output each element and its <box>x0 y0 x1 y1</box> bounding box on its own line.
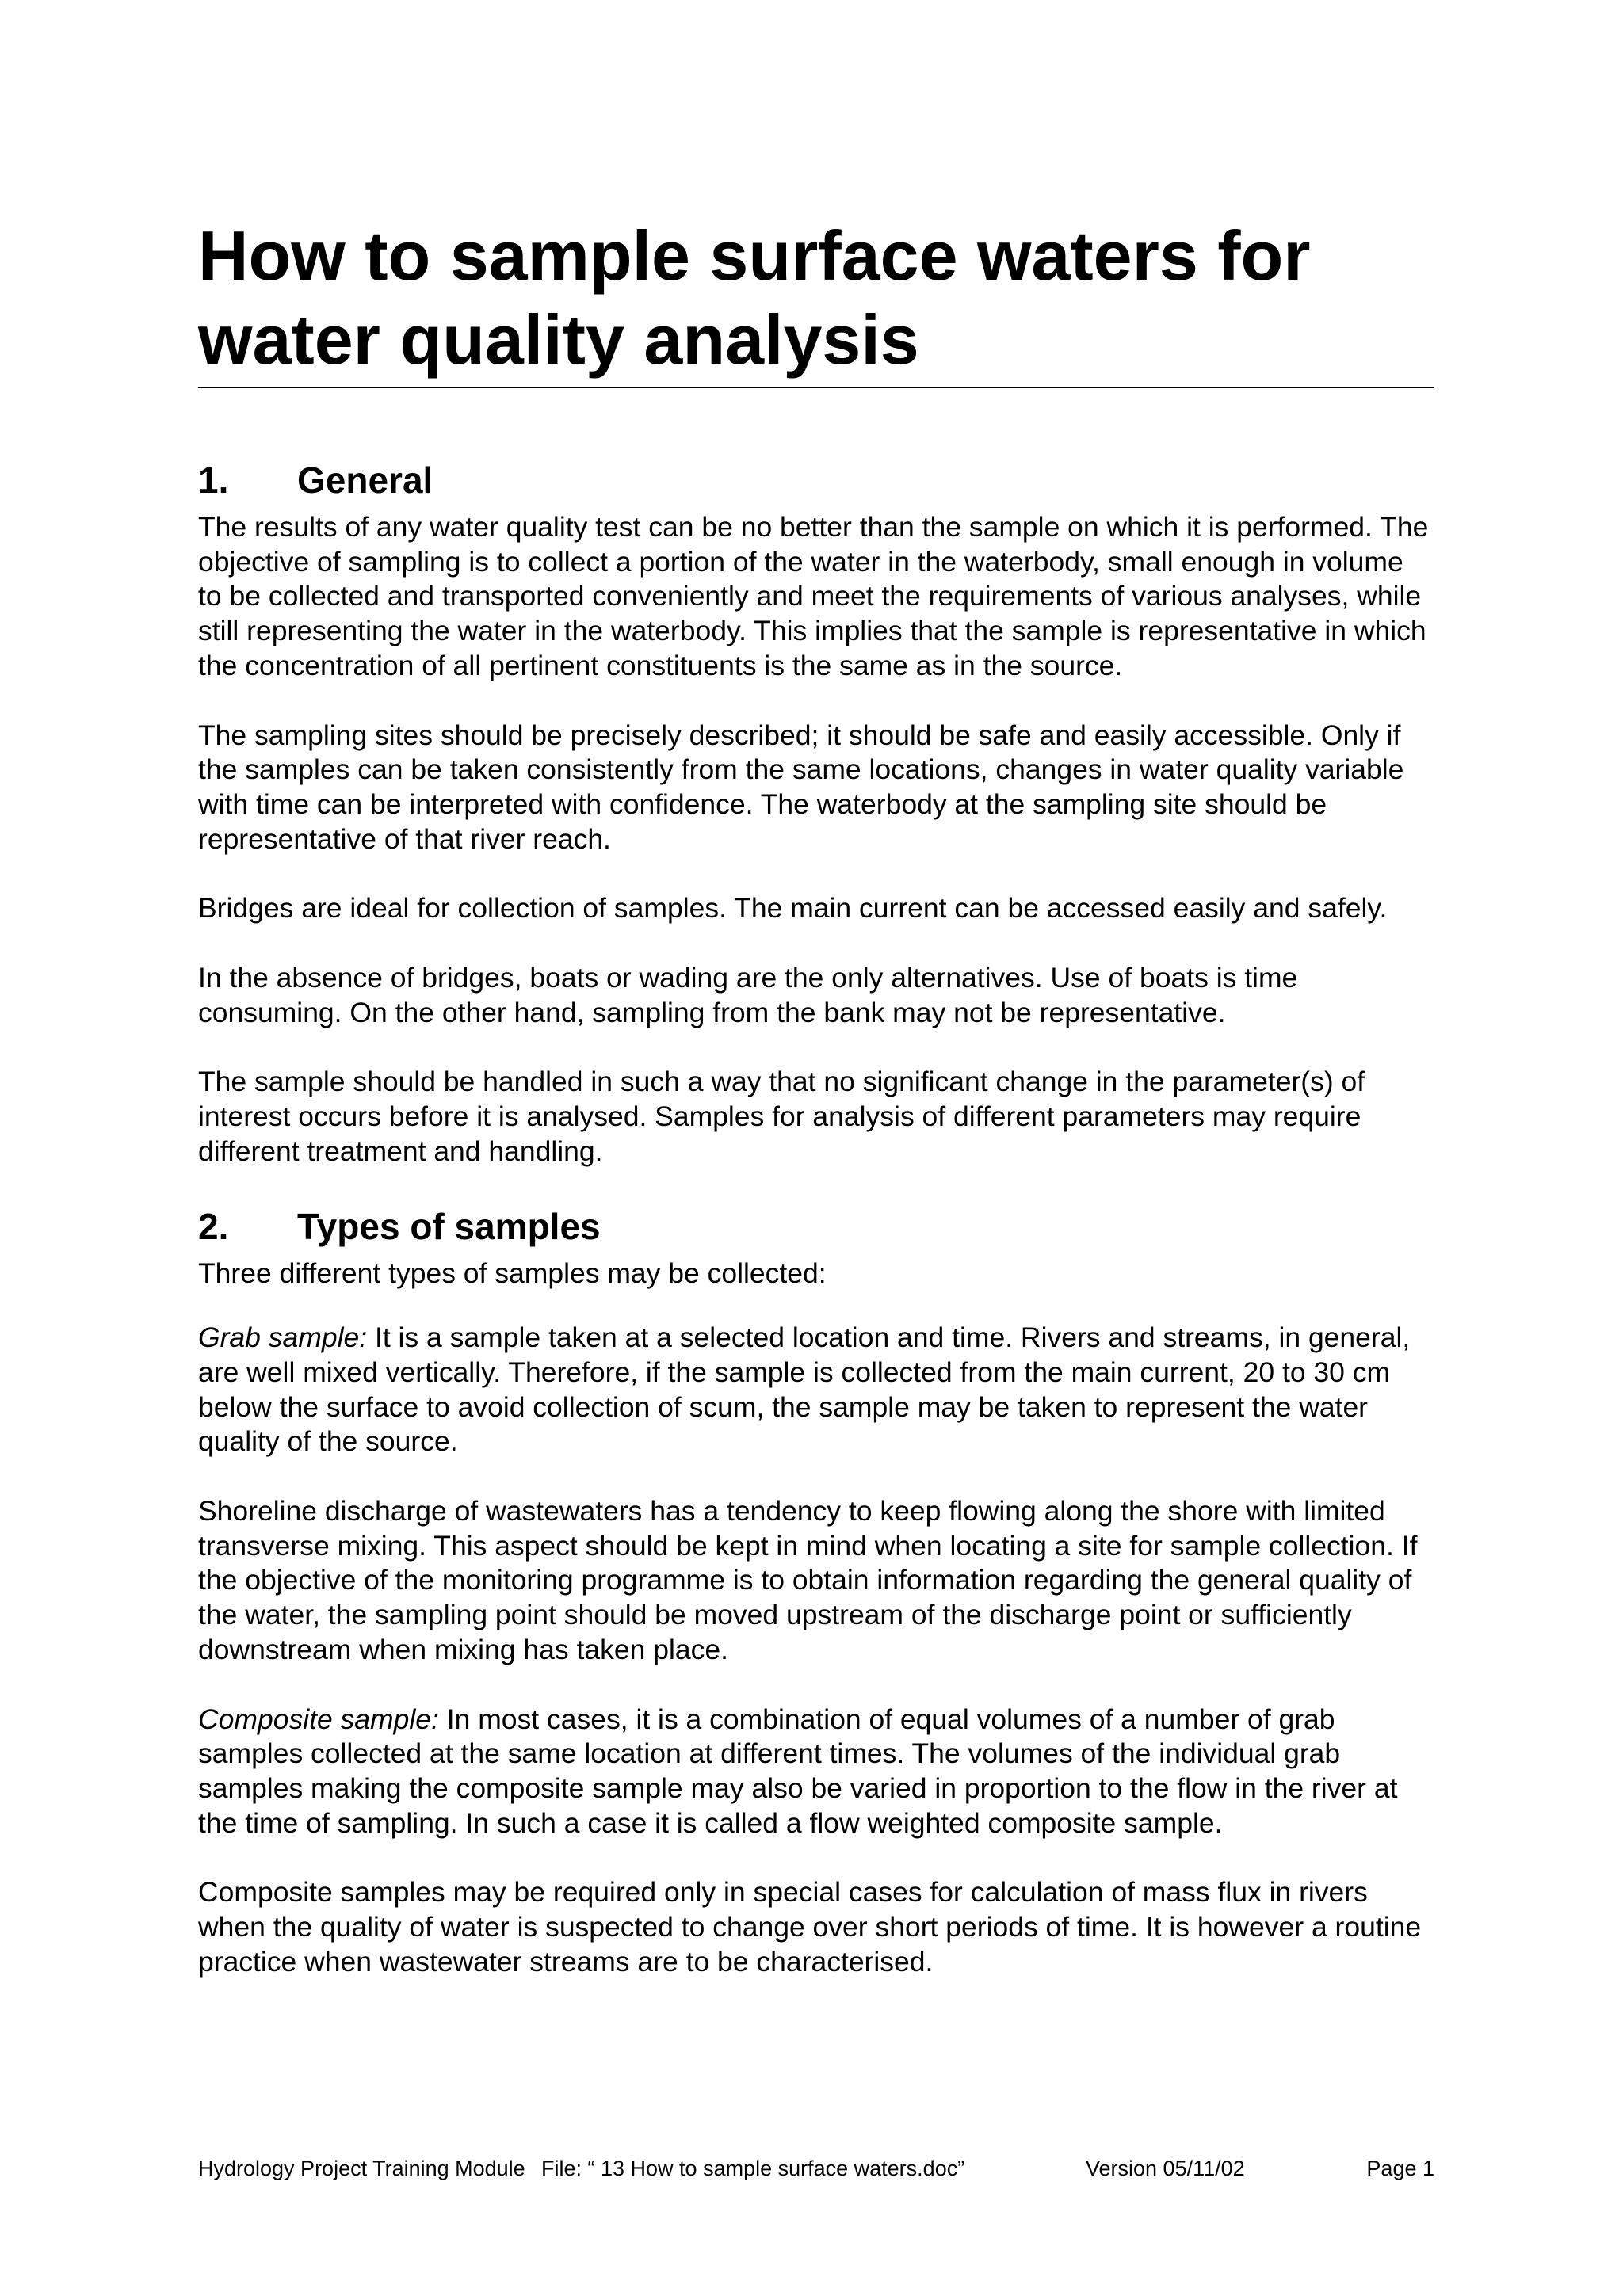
paragraph-general-3: Bridges are ideal for collection of samples. The main current can be accessed easily and safely. <box>198 892 1388 925</box>
footer-version: Version 05/11/02 <box>1086 2157 1245 2180</box>
paragraph-types-intro: Three different types of samples may be collected: <box>198 1257 827 1289</box>
section-number: 1. <box>198 460 229 501</box>
paragraph-grab-sample <box>198 1321 1434 1459</box>
footer-module: Hydrology Project Training Module <box>198 2157 525 2180</box>
paragraph-composite-sample <box>198 1703 1434 1841</box>
paragraph-general-5: The sample should be handled in such a way that no significant change in the parameter(s) of interest occurs before it is analysed. Samples for analysis of different parameters may require different treatment and handling. <box>198 1066 1365 1167</box>
paragraph-general-4: In the absence of bridges, boats or wading are the only alternatives. Use of boats is time consuming. On the other hand, sampling from the bank may not be representative. <box>198 962 1298 1028</box>
paragraph-general-1: The results of any water quality test can be no better than the sample on which it is performed. The objective of sampling is to collect a portion of the water in the waterbody, small enough in volume to be collected and transported conveniently and meet the requirements of various analyses, while still representing the water in the waterbody. This implies that the sample is representative in which the concentration of all pertinent constituents is the same as in the source. <box>198 511 1429 681</box>
composite-sample-text: In most cases, it is a combination of equal volumes of a number of grab samples collected at the same location at different times. The volumes of the individual grab samples making the composite sample may also be varied in proportion to the flow in the river at the time of sampling. In such a case it is called a flow weighted composite sample. <box>198 1703 1398 1839</box>
footer-file: File: “ 13 How to sample surface waters.doc” <box>541 2157 965 2180</box>
grab-sample-label: Grab sample: <box>198 1322 368 1354</box>
section-title: Types of samples <box>297 1205 601 1247</box>
section-heading-general <box>198 458 1434 502</box>
footer-page-number: Page 1 <box>1366 2157 1434 2180</box>
paragraph-general-2: The sampling sites should be precisely described; it should be safe and easily accessible. Only if the samples can be taken consistently from the same locations, changes in water quality variable with time can be interpreted with confidence. The waterbody at the sampling site should be representative of that river reach. <box>198 719 1404 855</box>
document-body <box>198 214 1434 2015</box>
section-heading-types <box>198 1204 1434 1249</box>
paragraph-shoreline: Shoreline discharge of wastewaters has a tendency to keep flowing along the shore with limited transverse mixing. This aspect should be kept in mind when locating a site for sample collection. If the objective of the monitoring programme is to obtain information regarding the general quality of the water, the sampling point should be moved upstream of the discharge point or sufficiently downstream when mixing has taken place. <box>198 1495 1418 1665</box>
grab-sample-text: It is a sample taken at a selected location and time. Rivers and streams, in general, are well mixed vertically. Therefore, if the sample is collected from the main current, 20 to 30 cm below the surface to avoid collection of scum, the sample may be taken to represent the water quality of the source. <box>198 1322 1411 1458</box>
composite-sample-label: Composite sample: <box>198 1703 439 1735</box>
paragraph-composite-more: Composite samples may be required only in special cases for calculation of mass flux in rivers when the quality of water is suspected to change over short periods of time. It is however a routine practice when wastewater streams are to be characterised. <box>198 1876 1422 1978</box>
section-title: General <box>297 460 433 501</box>
document-title: How to sample surface waters for water quality analysis <box>198 214 1434 388</box>
section-number: 2. <box>198 1205 229 1247</box>
